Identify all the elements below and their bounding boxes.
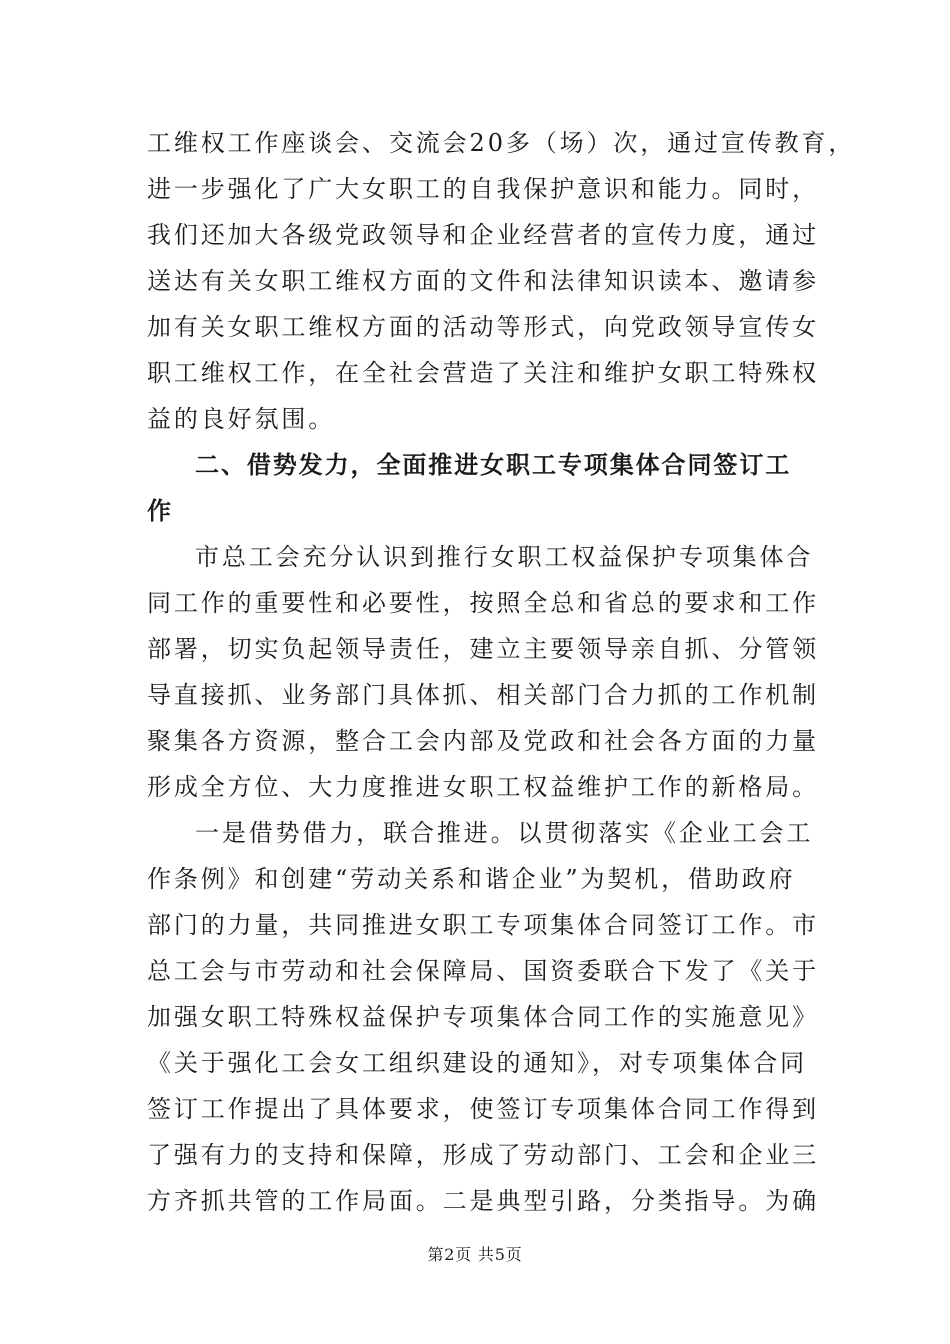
paragraph-1-line-3: 我们还加大各级党政领导和企业经营者的宣传力度，通过 — [147, 221, 819, 249]
section-heading-line-1: 二、借势发力，全面推进女职工专项集体合同签订工 — [195, 451, 792, 479]
paragraph-1-line-5: 加有关女职工维权方面的活动等形式，向党政领导宣传女 — [147, 313, 819, 341]
paragraph-3-line-2: 作条例》和创建“劳动关系和谐企业”为契机，借助政府 — [147, 865, 796, 893]
paragraph-3-line-4: 总工会与市劳动和社会保障局、国资委联合下发了《关于 — [147, 957, 819, 985]
paragraph-2-line-5: 聚集各方资源，整合工会内部及党政和社会各方面的力量 — [147, 727, 819, 755]
paragraph-3-line-3: 部门的力量，共同推进女职工专项集体合同签订工作。市 — [147, 911, 819, 939]
paragraph-2-line-1: 市总工会充分认识到推行女职工权益保护专项集体合 — [195, 543, 814, 571]
paragraph-3-line-7: 签订工作提出了具体要求，使签订专项集体合同工作得到 — [147, 1095, 819, 1123]
paragraph-3-line-6: 《关于强化工会女工组织建设的通知》，对专项集体合同 — [147, 1049, 807, 1077]
paragraph-2-line-4: 导直接抓、业务部门具体抓、相关部门合力抓的工作机制 — [147, 681, 819, 709]
paragraph-1-line-7: 益的良好氛围。 — [147, 405, 336, 433]
paragraph-1-line-1: 工维权工作座谈会、交流会20多（场）次，通过宣传教育， — [147, 129, 856, 157]
paragraph-1-line-4: 送达有关女职工维权方面的文件和法律知识读本、邀请参 — [147, 267, 819, 295]
paragraph-3-line-8: 了强有力的支持和保障，形成了劳动部门、工会和企业三 — [147, 1141, 819, 1169]
page-number-footer: 第2页 共5页 — [427, 1245, 523, 1264]
paragraph-3-line-5: 加强女职工特殊权益保护专项集体合同工作的实施意见》 — [147, 1003, 819, 1031]
paragraph-3-line-1: 一是借势借力，联合推进。以贯彻落实《企业工会工 — [195, 819, 814, 847]
paragraph-1-line-2: 进一步强化了广大女职工的自我保护意识和能力。同时， — [147, 175, 819, 203]
paragraph-3-line-9: 方齐抓共管的工作局面。二是典型引路，分类指导。为确 — [147, 1187, 819, 1215]
paragraph-2-line-3: 部署，切实负起领导责任，建立主要领导亲自抓、分管领 — [147, 635, 819, 663]
paragraph-2-line-2: 同工作的重要性和必要性，按照全总和省总的要求和工作 — [147, 589, 819, 617]
section-heading-line-2: 作 — [147, 497, 173, 525]
paragraph-1-line-6: 职工维权工作，在全社会营造了关注和维护女职工特殊权 — [147, 359, 819, 387]
paragraph-2-line-6: 形成全方位、大力度推进女职工权益维护工作的新格局。 — [147, 773, 819, 801]
